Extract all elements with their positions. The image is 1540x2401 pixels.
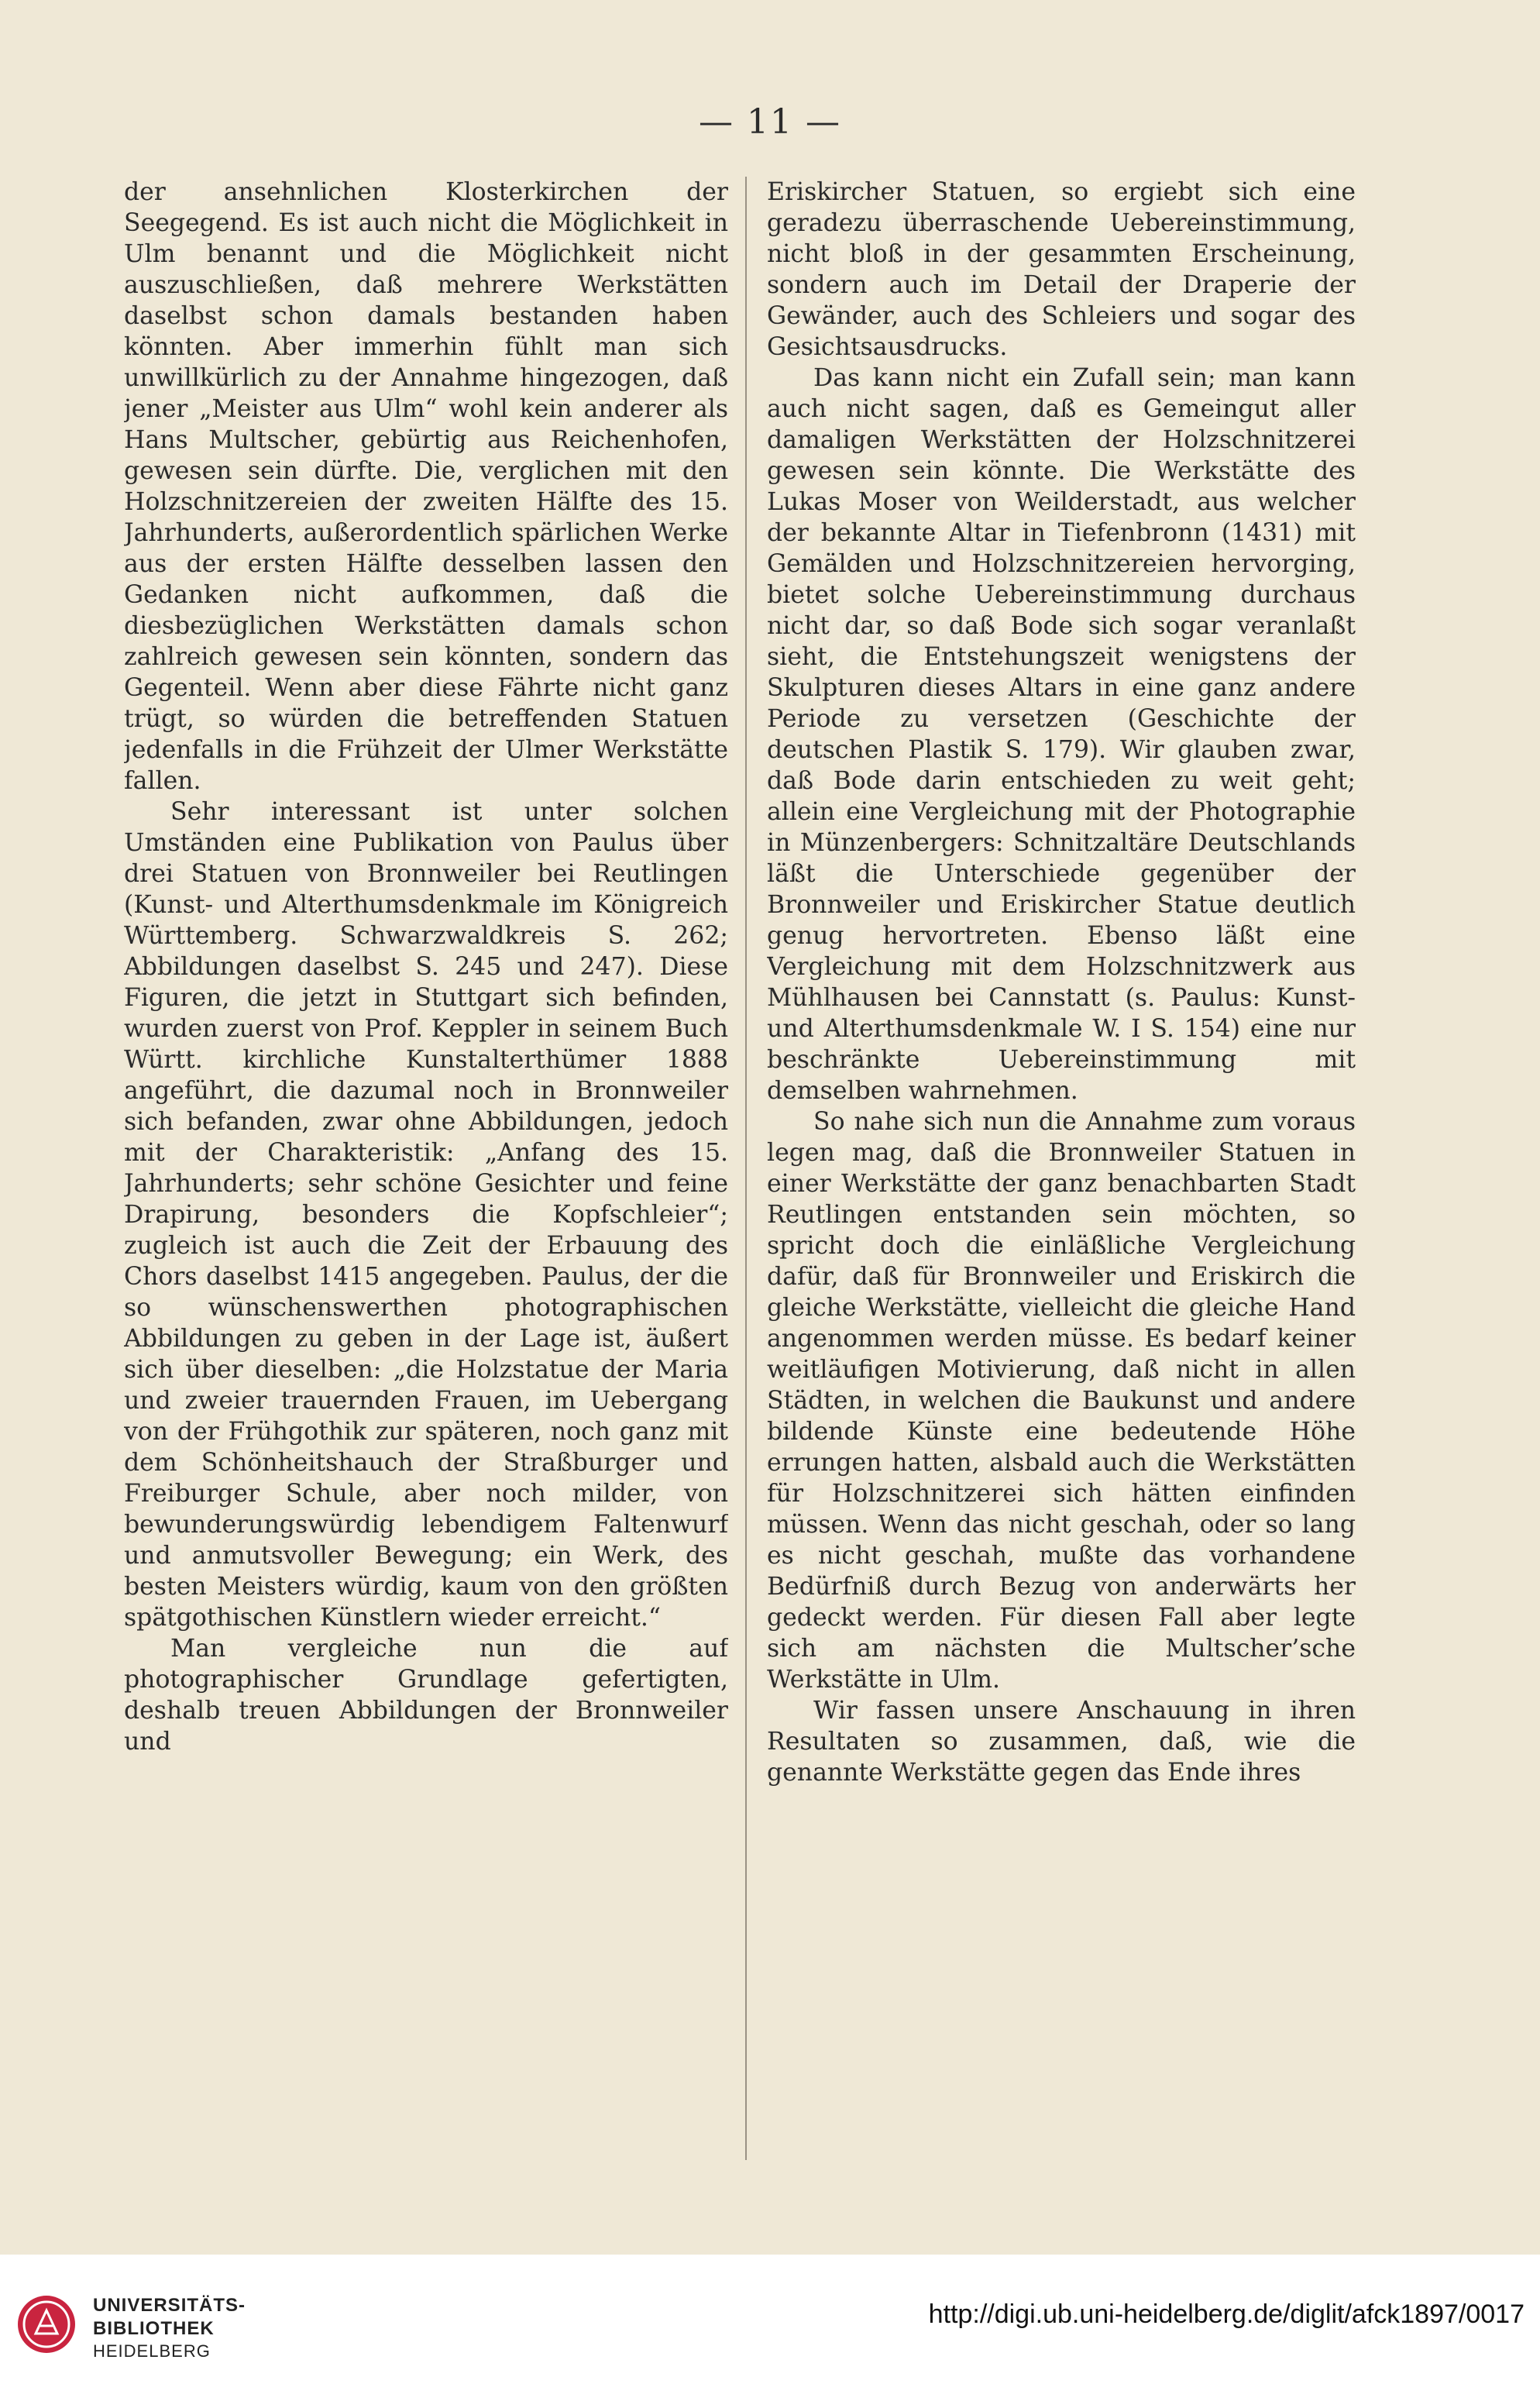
paragraph: Sehr interessant ist unter solchen Umständen eine Publikation von Paulus über drei Statuen von Bronnweiler bei Reutlingen (Kunst- und Alterthumsdenkmale im Königreich Württemberg. Schwarzwaldkreis S. 262; Abbildungen daselbst S. 245 und 247). Diese Figuren, die jetzt in Stuttgart sich befinden, wurden zuerst von Prof. Keppler in seinem Buch Württ. kirchliche Kunstalterthümer 1888 angeführt, die dazumal noch in Bronnweiler sich befanden, zwar ohne Abbildungen, jedoch mit der Charakteristik: „Anfang des 15. Jahrhunderts; sehr schöne Gesichter und feine Drapirung, besonders die Kopfschleier“; zugleich ist auch die Zeit der Erbauung des Chors daselbst 1415 angegeben. Paulus, der die so wünschenswerthen photographischen Abbildungen zu geben in der Lage ist, äußert sich über dieselben: „die Holzstatue der Maria und zweier trauernden Frauen, im Uebergang von der Frühgothik zur späteren, noch ganz mit dem Schönheitshauch der Straßburger und Freiburger Schule, aber noch milder, von bewunderungswürdig lebendigem Faltenwurf und anmutsvoller Bewegung; ein Werk, des besten Meisters würdig, kaum von den größten spätgothischen Künstlern wieder erreicht.“ xyxy=(124,798,728,1632)
source-url-link[interactable]: http://digi.ub.uni-heidelberg.de/diglit/afck1897/0017 xyxy=(928,2300,1525,2329)
paragraph: So nahe sich nun die Annahme zum voraus legen mag, daß die Bronnweiler Statuen in einer Werkstätte der ganz benachbarten Stadt Reutlingen entstanden sein möchten, so spricht doch die einläßliche Vergleichung dafür, daß für Bronnweiler und Eriskirch die gleiche Werkstätte, vielleicht die gleiche Hand angenommen werden müsse. Es bedarf keiner weitläufigen Motivierung, daß nicht in allen Städten, in welchen die Baukunst und andere bildende Künste eine bedeutende Höhe errungen hatten, alsbald auch die Werkstätten für Holzschnitzerei sich hätten einfinden müssen. Wenn das nicht geschah, oder so lang es nicht geschah, mußte das vorhandene Bedürfniß durch Bezug von anderwärts her gedeckt werden. Für diesen Fall aber legte sich am nächsten die Multscher’sche Werkstätte in Ulm. xyxy=(767,1108,1356,1694)
paragraph: Das kann nicht ein Zufall sein; man kann auch nicht sagen, daß es Gemeingut aller damaligen Werkstätten der Holzschnitzerei gewesen sein könnte. Die Werkstätte des Lukas Moser von Weilderstadt, aus welcher der bekannte Altar in Tiefenbronn (1431) mit Gemälden und Holzschnitzereien hervorging, bietet solche Uebereinstimmung durchaus nicht dar, so daß Bode sich sogar veranlaßt sieht, die Entstehungszeit wenigstens der Skulpturen dieses Altars in eine ganz andere Periode zu versetzen (Geschichte der deutschen Plastik S. 179). Wir glauben zwar, daß Bode darin entschieden zu weit geht; allein eine Vergleichung mit der Photographie in Münzenbergers: Schnitzaltäre Deutschlands läßt die Unterschiede gegenüber der Bronnweiler und Eriskircher Statue deutlich genug hervortreten. Ebenso läßt eine Vergleichung mit dem Holzschnitzwerk aus Mühlhausen bei Cannstatt (s. Paulus: Kunst- und Alterthumsdenkmale W. I S. 154) eine nur beschränkte Uebereinstimmung mit demselben wahrnehmen. xyxy=(767,364,1356,1105)
logo-text-line: BIBLIOTHEK xyxy=(93,2318,215,2339)
paragraph: Man vergleiche nun die auf photographischer Grundlage gefertigten, deshalb treuen Abbildungen der Bronnweiler und xyxy=(124,1635,728,1756)
page-number: — 11 — xyxy=(699,102,841,142)
paragraph: Eriskircher Statuen, so ergiebt sich eine geradezu überraschende Uebereinstimmung, nicht bloß in der gesammten Erscheinung, sondern auch im Detail der Draperie der Gewänder, auch des Schleiers und sogar des Gesichtsausdrucks. xyxy=(767,178,1356,361)
left-text-column xyxy=(124,177,728,2168)
library-seal-icon xyxy=(15,2293,77,2355)
paragraph: der ansehnlichen Klosterkirchen der Seegegend. Es ist auch nicht die Möglichkeit in Ulm benannt und die Möglichkeit nicht auszuschließen, daß mehrere Werkstätten daselbst schon damals bestanden haben könnten. Aber immerhin fühlt man sich unwillkürlich zu der Annahme hingezogen, daß jener „Meister aus Ulm“ wohl kein anderer als Hans Multscher, gebürtig aus Reichenhofen, gewesen sein dürfte. Die, verglichen mit den Holzschnitzereien der zweiten Hälfte des 15. Jahrhunderts, außerordentlich spärlichen Werke aus der ersten Hälfte desselben lassen den Gedanken nicht aufkommen, daß die diesbezüglichen Werkstätten damals schon zahlreich gewesen sein könnten, sondern das Gegenteil. Wenn aber diese Fährte nicht ganz trügt, so würden die betreffenden Statuen jedenfalls in die Frühzeit der Ulmer Werkstätte fallen. xyxy=(124,178,728,795)
logo-text-line: HEIDELBERG xyxy=(93,2341,211,2361)
column-divider xyxy=(745,177,747,2160)
paragraph: Wir fassen unsere Anschauung in ihren Resultaten so zusammen, daß, wie die genannte Werkstätte gegen das Ende ihres xyxy=(767,1697,1356,1787)
logo-text-line: UNIVERSITÄTS- xyxy=(93,2295,246,2316)
library-logo xyxy=(15,2286,341,2371)
right-text-column xyxy=(767,177,1356,2168)
